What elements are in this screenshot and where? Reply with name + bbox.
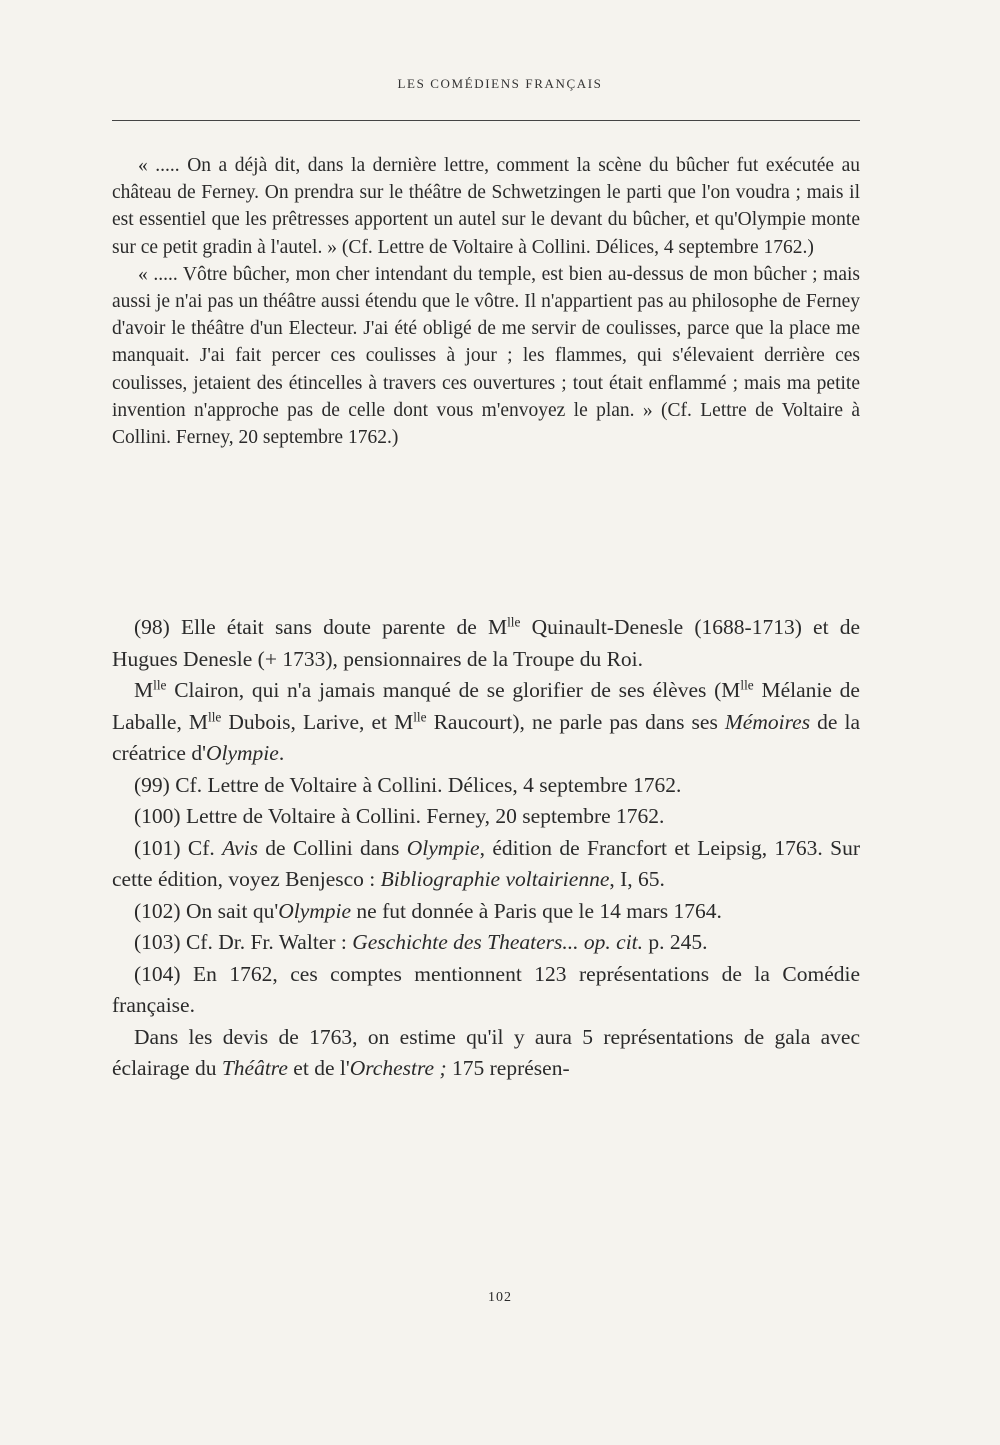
note-104-continuation: Dans les devis de 1763, on estime qu'il y aura 5 représentations de gala avec éclairage du Théâtre et de l'Orchestre ; 175 représen- (112, 1024, 860, 1080)
note-100: (100) Lettre de Voltaire à Collini. Ferney, 20 septembre 1762. (134, 804, 665, 828)
endnotes (112, 612, 860, 1085)
note-103: (103) Cf. Dr. Fr. Walter : Geschichte des Theaters... op. cit. p. 245. (134, 930, 708, 954)
note-102: (102) On sait qu'Olympie ne fut donnée à Paris que le 14 mars 1764. (134, 898, 722, 923)
page-number: 102 (488, 1290, 512, 1305)
note-98-continuation: $M^{lle}$ Clairon, qui n'a jamais manqué de se glorifier de ses élèves ($M^{lle}$ Mélanie de Laballe, $M^{lle}$ Dubois, Larive, et $M^{lle}$ Raucourt), ne parle pas dans ses Mémoires de la créatrice d'Olympie. (112, 677, 861, 765)
quoted-letters (112, 152, 860, 451)
header-rule (112, 120, 860, 121)
quote-paragraph-1: « ..... On a déjà dit, dans la dernière lettre, comment la scène du bûcher fut exécutée au château de Ferney. On prendra sur le théâtre de Schwetzingen le parti que l'on voudra ; mais il est essentiel que les prêtresses apportent un autel sur le devant du bûcher, et qu'Olympie monte sur ce petit gradin à l'autel. » (Cf. Lettre de Voltaire à Collini. Délices, 4 septembre 1762.) (112, 155, 860, 258)
note-104: (104) En 1762, ces comptes mentionnent 123 représentations de la Comédie française. (112, 961, 860, 1017)
note-99: (99) Cf. Lettre de Voltaire à Collini. Délices, 4 septembre 1762. (134, 772, 682, 797)
note-98: (98) Elle était sans doute parente de $M^{lle}$ Quinault-Denesle (1688-1713) et de Hugues Denesle (+ 1733), pensionnaires de la Troupe du Roi. (112, 614, 860, 671)
note-101: (101) Cf. Avis de Collini dans Olympie, édition de Francfort et Leipsig, 1763. Sur cette édition, voyez Benjesco : Bibliographie voltairienne, I, 65. (112, 835, 860, 891)
quote-paragraph-2: « ..... Vôtre bûcher, mon cher intendant du temple, est bien au-dessus de mon bûcher ; mais aussi je n'ai pas un théâtre aussi étendu que le vôtre. Il n'appartient pas au philosophe de Ferney d'avoir le théâtre d'un Electeur. J'ai été obligé de me servir de coulisses, parce que la place me manquait. J'ai fait percer ces coulisses à jour ; les flammes, qui s'élevaient derrière ces coulisses, jetaient des étincelles à travers ces ouvertures ; tout était enflammé ; mais ma petite invention n'approche pas de celle dont vous m'envoyez le plan. » (Cf. Lettre de Voltaire à Collini. Ferney, 20 septembre 1762.) (112, 263, 860, 449)
running-title: LES COMÉDIENS FRANÇAIS (397, 76, 603, 91)
